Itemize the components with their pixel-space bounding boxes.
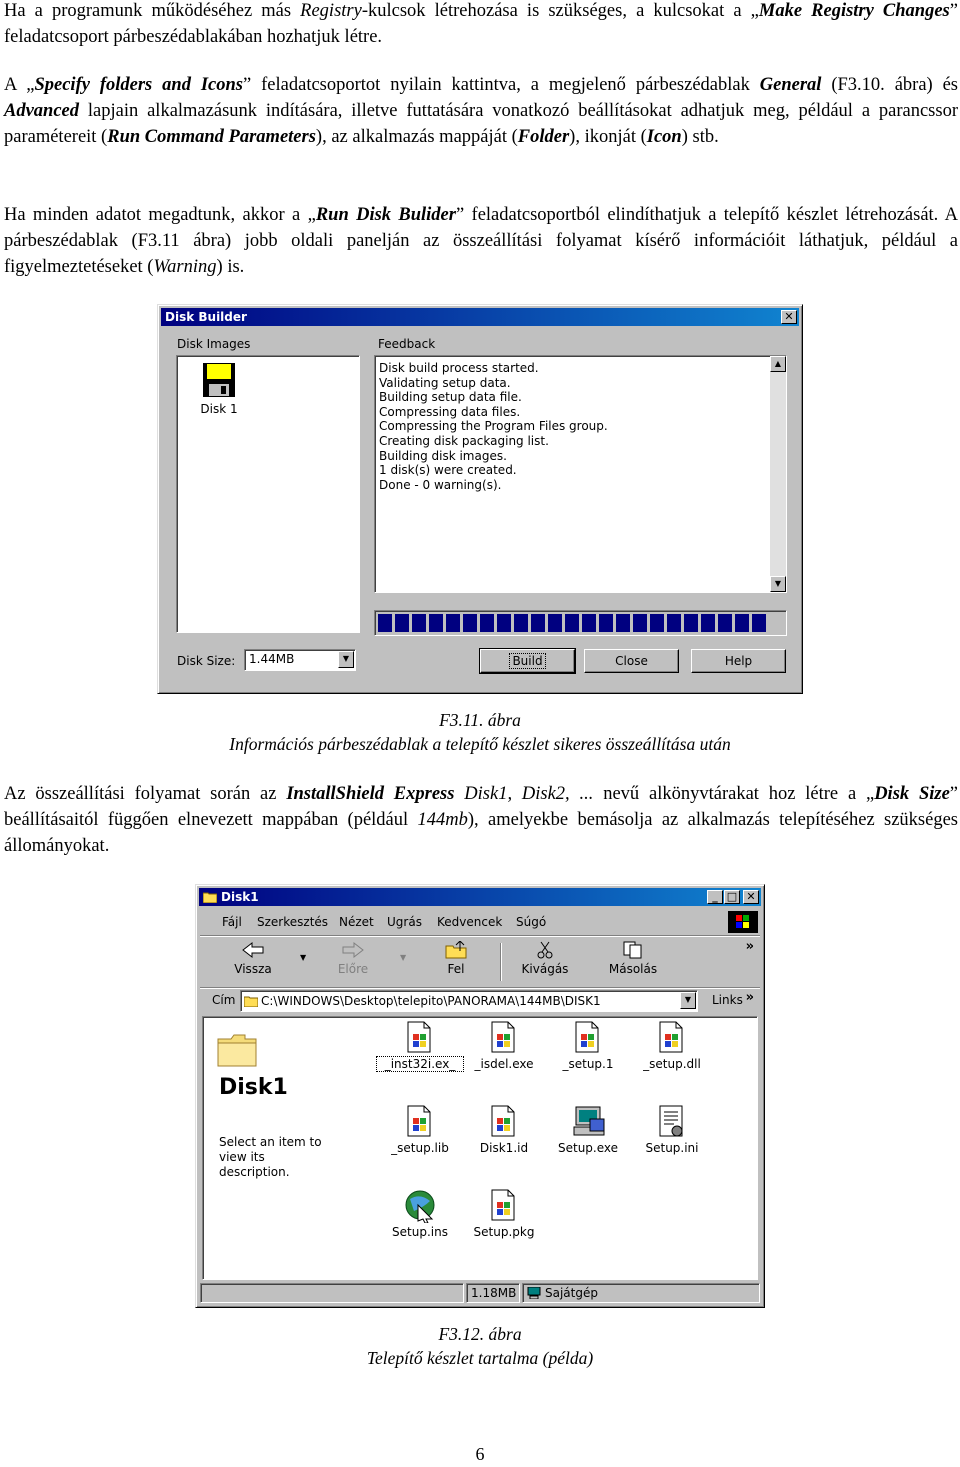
close-icon[interactable]: ✕ <box>743 890 759 904</box>
build-button-label: Build <box>512 654 543 668</box>
menu-item-go[interactable]: Ugrás <box>387 915 422 929</box>
up-folder-icon <box>444 941 468 959</box>
text-run: ) stb. <box>681 127 719 147</box>
back-dropdown-icon[interactable]: ▼ <box>300 953 307 962</box>
text-run: ), ikonját ( <box>569 127 647 147</box>
text-run <box>454 784 464 804</box>
progress-block <box>514 614 528 632</box>
file-item[interactable] <box>461 1105 547 1155</box>
minimize-icon[interactable]: _ <box>707 890 723 904</box>
text-run: Ha a programunk működéséhez más <box>4 1 301 21</box>
status-size: 1.18MB <box>471 1286 517 1300</box>
figure-caption-description: Információs párbeszédablak a telepítő készlet sikeres összeállítása után <box>229 734 731 754</box>
feedback-line: Building setup data file. <box>379 390 522 405</box>
progress-block <box>463 614 477 632</box>
text-run: -kulcsok létrehozása is szükséges, a kulcsokat a „ <box>361 1 759 21</box>
back-label: Vissza <box>234 962 272 976</box>
address-bar <box>200 989 760 1013</box>
text-run: Disk Size <box>874 784 950 804</box>
file-name: Setup.pkg <box>473 1225 535 1239</box>
file-item[interactable] <box>545 1105 631 1155</box>
disk-images-list[interactable] <box>176 355 360 633</box>
file-icon <box>404 1021 436 1053</box>
progress-block <box>735 614 749 632</box>
back-button[interactable] <box>218 941 288 976</box>
status-left-pane <box>200 1283 464 1303</box>
progress-block <box>701 614 715 632</box>
scissors-icon <box>533 941 557 959</box>
forward-label: Előre <box>337 962 369 976</box>
progress-block <box>599 614 613 632</box>
file-name: Setup.ini <box>645 1141 699 1155</box>
text-run: nevű alkönyvtárakat hoz létre a „ <box>593 784 875 804</box>
folder-title: Disk1 <box>219 1075 288 1100</box>
file-item[interactable] <box>545 1021 631 1071</box>
file-icon <box>404 1189 436 1221</box>
up-button[interactable] <box>421 941 491 976</box>
progress-block <box>616 614 630 632</box>
feedback-scrollbar[interactable] <box>770 356 786 592</box>
text-run: Ha minden adatot megadtunk, akkor a „ <box>4 205 316 225</box>
status-location: Sajátgép <box>545 1286 598 1300</box>
text-run: ) is. <box>216 257 245 277</box>
links-label[interactable]: Links <box>712 993 743 1007</box>
progress-block <box>718 614 732 632</box>
chevron-right-icon[interactable]: » <box>745 939 754 954</box>
text-run: ” feladatcsoport párbeszédablakában hozhatjuk létre. <box>4 1 958 47</box>
text-run: ), amelyekbe bemásolja az alkalmazás telepítéséhez szükséges állományokat. <box>4 810 958 856</box>
text-run: Az összeállítási folyamat során az <box>4 784 287 804</box>
file-icon <box>656 1021 688 1053</box>
text-run: Icon <box>646 127 682 147</box>
progress-block <box>752 614 766 632</box>
menu-bar <box>200 911 760 933</box>
floppy-disk-icon <box>202 362 236 398</box>
feedback-line: Compressing data files. <box>379 404 521 419</box>
text-run: Advanced <box>4 101 80 121</box>
window-title: Disk1 <box>221 890 259 904</box>
file-name: Setup.ins <box>392 1225 448 1239</box>
copy-label: Másolás <box>608 962 658 976</box>
progress-block <box>429 614 443 632</box>
feedback-line: Building disk images. <box>379 448 507 463</box>
paragraph-registry <box>4 0 958 50</box>
copy-button[interactable] <box>598 941 668 976</box>
progress-block <box>548 614 562 632</box>
disk-size-select[interactable] <box>244 649 356 671</box>
text-run: A „ <box>4 75 35 95</box>
status-size-pane <box>466 1283 520 1303</box>
progress-block <box>633 614 647 632</box>
folder-hint: Select an item to view its description. <box>219 1135 322 1179</box>
text-run: Folder <box>517 127 570 147</box>
address-input[interactable] <box>240 990 698 1012</box>
file-icon <box>488 1189 520 1221</box>
text-run: ” beállításaitól függően elnevezett mappában (például <box>4 784 959 830</box>
folder-info-panel <box>203 1017 363 1279</box>
file-item[interactable] <box>461 1189 547 1239</box>
feedback-lines <box>379 361 608 492</box>
status-bar <box>200 1283 760 1303</box>
close-icon[interactable]: ✕ <box>781 310 797 324</box>
file-item[interactable] <box>461 1021 547 1071</box>
file-name: _inst32i.ex_ <box>377 1057 463 1071</box>
status-location-pane <box>522 1283 760 1303</box>
cut-label: Kivágás <box>521 962 569 976</box>
disk-size-value: 1.44MB <box>249 652 295 666</box>
folder-icon <box>244 995 258 1007</box>
progress-bar <box>374 610 787 636</box>
text-run: Run Command Parameters <box>107 127 316 147</box>
file-name: Setup.exe <box>557 1141 619 1155</box>
text-run: Warning <box>153 257 217 277</box>
text-run: Disk1, Disk2, ... <box>464 784 594 804</box>
disk-size-label: Disk Size: <box>177 654 236 668</box>
paragraph-disk-folders <box>4 781 958 859</box>
progress-block <box>378 614 392 632</box>
file-name: _setup.1 <box>562 1057 614 1071</box>
disk-builder-titlebar[interactable] <box>161 308 799 326</box>
scroll-down-icon[interactable]: ▼ <box>770 576 786 592</box>
file-item[interactable] <box>629 1021 715 1071</box>
file-icon <box>572 1021 604 1053</box>
progress-block <box>497 614 511 632</box>
text-run: ” feladatcsoportot nyilain kattintva, a megjelenő párbeszédablak <box>243 75 760 95</box>
computer-icon <box>527 1287 541 1299</box>
figure-caption-description: Telepítő készlet tartalma (példa) <box>366 1348 594 1368</box>
help-button[interactable] <box>691 649 786 673</box>
feedback-box[interactable] <box>374 355 787 593</box>
address-label: Cím <box>212 993 236 1007</box>
progress-block <box>412 614 426 632</box>
explorer-titlebar[interactable] <box>199 888 761 906</box>
help-button-label: Help <box>724 654 753 668</box>
file-item[interactable] <box>377 1105 463 1155</box>
file-icon <box>488 1105 520 1137</box>
forward-dropdown-icon[interactable]: ▼ <box>400 953 407 962</box>
chevron-right-icon[interactable]: » <box>745 990 754 1005</box>
figure-caption-number: F3.12. ábra <box>438 1324 522 1344</box>
disk-images-label: Disk Images <box>177 337 251 351</box>
progress-block <box>480 614 494 632</box>
file-name: _setup.lib <box>391 1141 449 1155</box>
menu-item-view[interactable]: Nézet <box>339 915 374 929</box>
text-run: Registry <box>300 1 362 21</box>
scroll-up-icon[interactable]: ▲ <box>770 356 786 372</box>
cut-button[interactable] <box>510 941 580 976</box>
folder-icon <box>217 1031 257 1067</box>
menu-item-file[interactable]: Fájl <box>222 915 242 929</box>
explorer-window <box>195 884 765 1308</box>
text-run: 144mb <box>417 810 468 830</box>
progress-block <box>684 614 698 632</box>
windows-logo-icon <box>728 911 758 933</box>
copy-icon <box>621 941 645 959</box>
text-run: Run Disk Bulider <box>315 205 456 225</box>
up-label: Fel <box>447 962 465 976</box>
text-run: (F3.10. ábra) és <box>821 75 959 95</box>
figure-caption-number: F3.11. ábra <box>439 710 521 730</box>
text-run: InstallShield Express <box>286 784 455 804</box>
menu-item-favorites[interactable]: Kedvencek <box>437 915 503 929</box>
address-value: C:\WINDOWS\Desktop\telepito\PANORAMA\144MB\DISK1 <box>261 994 601 1008</box>
feedback-line: Disk build process started. <box>379 361 539 375</box>
disk-item-label: Disk 1 <box>200 402 238 416</box>
feedback-line: Compressing the Program Files group. <box>379 419 608 434</box>
menu-item-help[interactable]: Súgó <box>516 915 547 929</box>
paragraph-disk-builder <box>4 202 958 280</box>
disk-builder-window <box>157 304 803 694</box>
feedback-line: Done - 0 warning(s). <box>379 477 502 492</box>
file-name: _isdel.exe <box>474 1057 534 1071</box>
feedback-label: Feedback <box>378 337 436 351</box>
file-item[interactable] <box>377 1021 463 1071</box>
progress-block <box>582 614 596 632</box>
menu-divider <box>200 935 760 937</box>
folder-icon <box>203 891 217 903</box>
progress-block <box>446 614 460 632</box>
feedback-line: Validating setup data. <box>379 375 511 390</box>
close-button-label: Close <box>615 654 648 668</box>
file-icon <box>404 1105 436 1137</box>
paragraph-folders-icons <box>4 72 958 150</box>
progress-block <box>667 614 681 632</box>
chevron-down-icon[interactable]: ▼ <box>680 992 696 1009</box>
text-run: Make Registry Changes <box>758 1 950 21</box>
toolbar <box>200 939 760 985</box>
file-icon <box>656 1105 688 1137</box>
file-item[interactable] <box>629 1105 715 1155</box>
feedback-line: Creating disk packaging list. <box>379 433 549 448</box>
file-icon <box>488 1021 520 1053</box>
file-name: _setup.dll <box>643 1057 701 1071</box>
text-run: ” feladatcsoportból elindíthatjuk a telepítő készlet létrehozását. A párbeszédablak (F3.11 ábra) jobb oldali panelján az összeállítási folyamat kísérő információit láthatjuk, például a figyelmeztetéseket ( <box>4 205 958 277</box>
build-button[interactable] <box>480 649 575 673</box>
window-title: Disk Builder <box>165 310 247 324</box>
feedback-line: 1 disk(s) were created. <box>379 463 517 478</box>
menu-item-edit[interactable]: Szerkesztés <box>257 915 329 929</box>
forward-arrow-icon <box>341 941 365 959</box>
forward-button[interactable] <box>318 941 388 976</box>
text-run: lapjain alkalmazásunk indítására, illetve futtatására vonatkozó beállításokat adhatjuk meg, például a parancssor paramétereit ( <box>4 101 958 147</box>
file-icon <box>572 1105 604 1137</box>
text-run: General <box>759 75 822 95</box>
disk-item[interactable] <box>199 362 239 416</box>
toolbar-separator <box>500 943 502 981</box>
maximize-icon[interactable]: □ <box>724 890 740 904</box>
back-arrow-icon <box>241 941 265 959</box>
progress-block <box>531 614 545 632</box>
file-grid <box>363 1017 757 1279</box>
progress-block <box>395 614 409 632</box>
chevron-down-icon[interactable]: ▼ <box>338 651 354 668</box>
progress-block <box>565 614 579 632</box>
text-run: Specify folders and Icons <box>34 75 244 95</box>
progress-block <box>650 614 664 632</box>
close-button[interactable] <box>584 649 679 673</box>
file-item[interactable] <box>377 1189 463 1239</box>
page-number: 6 <box>475 1444 485 1464</box>
folder-view[interactable] <box>202 1016 758 1280</box>
file-name: Disk1.id <box>479 1141 529 1155</box>
text-run: ), az alkalmazás mappáját ( <box>315 127 518 147</box>
